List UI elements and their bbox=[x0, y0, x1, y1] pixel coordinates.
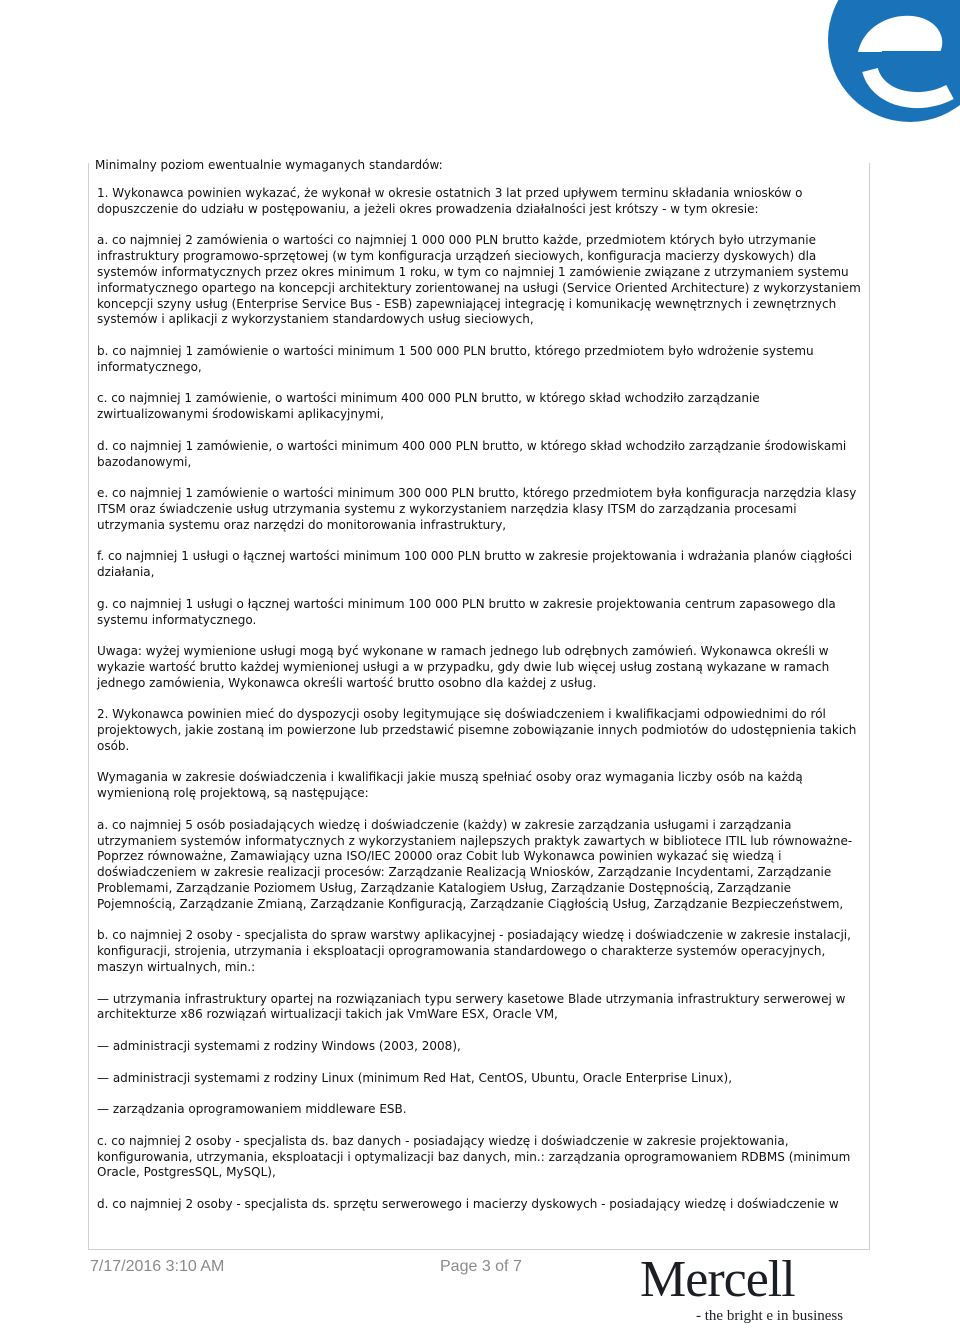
paragraph: e. co najmniej 1 zamówienie o wartości minimum 300 000 PLN brutto, którego przedmiotem była konfiguracja narzędzia klasy ITSM oraz świadczenie usług utrzymania systemu z wykorzystaniem narzędzia klasy ITSM do zarządzania procesami utrzymania systemu oraz narzędzi do monitorowania infrastruktury, bbox=[97, 486, 857, 532]
brand-tagline: - the bright e in business bbox=[696, 1308, 844, 1324]
list-item: — utrzymania infrastruktury opartej na rozwiązaniach typu serwery kasetowe Blade utrzymania infrastruktury serwerowej w architekturze x86 rozwiązań wirtualizacji takich jak VmWare ESX, Oracle VM, bbox=[97, 991, 846, 1022]
footer-date: 7/17/2016 3:10 AM bbox=[90, 1258, 225, 1275]
paragraph: 2. Wykonawca powinien mieć do dyspozycji osoby legitymujące się doświadczeniem i kwalifikacjami odpowiednimi do ról projektowych, jakie zostaną im powierzone lub przedstawić pisemne zobowiązanie innych podmiotów do udostępnienia takich osób. bbox=[97, 707, 857, 753]
section-heading: Minimalny poziom ewentualnie wymaganych standardów: bbox=[95, 158, 443, 172]
list-item: — zarządzania oprogramowaniem middleware ESB. bbox=[97, 1102, 407, 1117]
footer-page-number: Page 3 of 7 bbox=[440, 1258, 522, 1275]
paragraph: b. co najmniej 2 osoby - specjalista do spraw warstwy aplikacyjnej - posiadający wiedzę i doświadczenie w zakresie instalacji, konfiguracji, strojenia, utrzymania i eksploatacji oprogramowania standardowego o charakterze systemów operacyjnych, maszyn wirtualnych, min.: bbox=[97, 928, 851, 975]
mercell-brand-logo bbox=[640, 1252, 870, 1329]
list-item: — administracji systemami z rodziny Linux (minimum Red Hat, CentOS, Ubuntu, Oracle Enterprise Linux), bbox=[97, 1070, 733, 1085]
paragraph: d. co najmniej 2 osoby - specjalista ds. sprzętu serwerowego i macierzy dyskowych - posiadający wiedzę i doświadczenie w bbox=[97, 1197, 839, 1211]
paragraph: c. co najmniej 1 zamówienie, o wartości minimum 400 000 PLN brutto, w którego skład wchodziło zarządzanie zwirtualizowanymi środowiskami aplikacyjnymi, bbox=[97, 391, 760, 422]
brand-name: Mercell bbox=[640, 1251, 795, 1308]
paragraph: b. co najmniej 1 zamówienie o wartości minimum 1 500 000 PLN brutto, którego przedmiotem było wdrożenie systemu informatycznego, bbox=[97, 343, 814, 374]
list-item: — administracji systemami z rodziny Windows (2003, 2008), bbox=[97, 1039, 461, 1054]
paragraph: 1. Wykonawca powinien wykazać, że wykonał w okresie ostatnich 3 lat przed upływem terminu składania wniosków o dopuszczenie do udziału w postępowaniu, a jeżeli okres prowadzenia działalności jest krótszy - w tym okresie: bbox=[97, 186, 803, 216]
mercell-e-logo-icon bbox=[800, 0, 960, 150]
paragraph: Uwaga: wyżej wymienione usługi mogą być wykonane w ramach jednego lub odrębnych zamówień. Wykonawca określi w wykazie wartość brutto każdej wymienionej usługi a w przypadku, gdy dwie lub więcej usług zostaną wykazane w ramach jednego zamówienia, Wykonawca określi wartość brutto osobno dla każdej z usług. bbox=[97, 644, 830, 690]
paragraph: f. co najmniej 1 usługi o łącznej wartości minimum 100 000 PLN brutto w zakresie projektowania i wdrażania planów ciągłości działania, bbox=[97, 549, 853, 580]
paragraph: d. co najmniej 1 zamówienie, o wartości minimum 400 000 PLN brutto, w którego skład wchodziło zarządzanie środowiskami bazodanowymi, bbox=[97, 438, 847, 469]
document-body bbox=[97, 186, 861, 1229]
paragraph: g. co najmniej 1 usługi o łącznej wartości minimum 100 000 PLN brutto w zakresie projektowania centrum zapasowego dla systemu informatycznego. bbox=[97, 596, 836, 627]
paragraph: a. co najmniej 2 zamówienia o wartości co najmniej 1 000 000 PLN brutto każde, przedmiotem których było utrzymanie infrastruktury programowo-sprzętowej (w tym konfiguracja urządzeń sieciowych, konfiguracja macierzy dyskowych) dla systemów informatycznych przez okres minimum 1 roku, w tym co najmniej 1 zamówienie związane z utrzymaniem systemu informatycznego opartego na koncepcji architektury zorientowanej na usługi (Service Oriented Architecture) z wykorzystaniem koncepcji szyny usług (Enterprise Service Bus - ESB) zapewniającej integrację i komunikację wewnętrznych i zewnętrznych systemów i aplikacji z wykorzystaniem standardowych usług sieciowych, bbox=[97, 233, 861, 327]
paragraph: a. co najmniej 5 osób posiadających wiedzę i doświadczenie (każdy) w zakresie zarządzania usługami i zarządzania utrzymaniem systemów informatycznych z wykorzystaniem najlepszych praktyk zawartych w bibliotece ITIL lub równoważne- Poprzez równoważne, Zamawiający uzna ISO/IEC 20000 oraz Cobit lub Wykonawca powinien wykazać się wiedzą i doświadczeniem w zakresie realizacji procesów: Zarządzanie Realizacją Wniosków, Zarządzanie Incydentami, Zarządzanie Problemami, Zarządzanie Poziomem Usług, Zarządzanie Katalogiem Usług, Zarządzanie Dostępnością, Zarządzanie Pojemnością, Zarządzanie Zmianą, Zarządzanie Konfiguracją, Zarządzanie Ciągłością Usług, Zarządzanie Bezpieczeństwem, bbox=[97, 817, 853, 911]
paragraph: c. co najmniej 2 osoby - specjalista ds. baz danych - posiadający wiedzę i doświadczenie w zakresie projektowania, konfigurowania, utrzymania, eksploatacji i optymalizacji baz danych, min.: zarządzania oprogramowaniem RDBMS (minimum Oracle, PostgresSQL, MySQL), bbox=[97, 1133, 851, 1180]
paragraph: Wymagania w zakresie doświadczenia i kwalifikacji jakie muszą spełniać osoby oraz wymagania liczby osób na każdą wymienioną rolę projektową, są następujące: bbox=[97, 770, 803, 801]
